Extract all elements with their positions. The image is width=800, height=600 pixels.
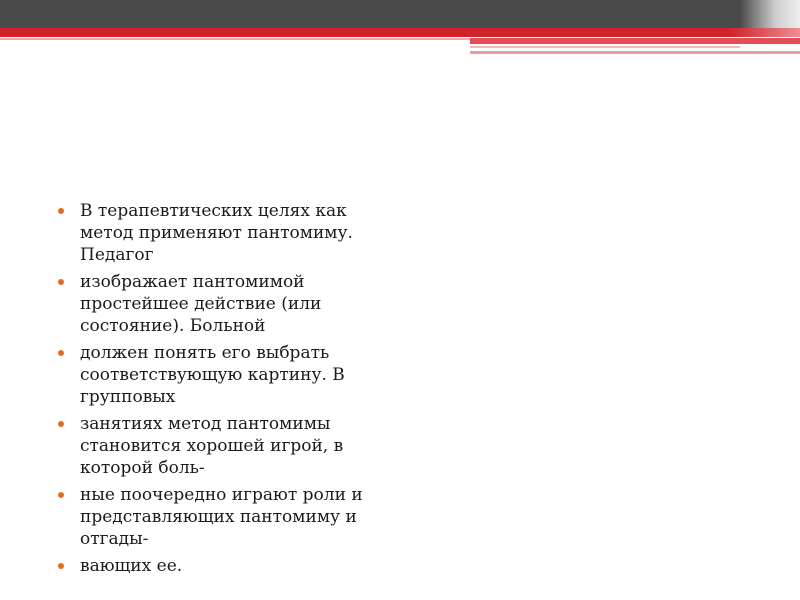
bullet-dot-icon bbox=[58, 208, 64, 214]
header-dark-bar bbox=[0, 0, 800, 28]
header-red-band bbox=[0, 28, 800, 37]
bullet-line: групповых bbox=[80, 387, 176, 407]
bullet-dot-icon bbox=[58, 279, 64, 285]
slide-content bbox=[58, 200, 418, 582]
bullet-line: состояние). Больной bbox=[80, 316, 266, 336]
bullet-line: В терапевтических целях как bbox=[80, 201, 347, 221]
bullet-line: изображает пантомимой bbox=[80, 272, 305, 292]
header-stripe bbox=[470, 38, 800, 44]
bullet-line: представляющих пантомиму и bbox=[80, 507, 357, 527]
header-dark-bar-fade bbox=[740, 0, 800, 28]
bullet-line: Педагог bbox=[80, 245, 154, 265]
bullet-dot-icon bbox=[58, 350, 64, 356]
bullet-line: становится хорошей игрой, в bbox=[80, 436, 344, 456]
bullet-dot-icon bbox=[58, 421, 64, 427]
header-red-band-fade bbox=[730, 28, 800, 37]
bullet-list bbox=[58, 200, 418, 577]
bullet-line: соответствующую картину. В bbox=[80, 365, 345, 385]
bullet-item bbox=[58, 271, 418, 337]
header-stripe bbox=[470, 46, 740, 48]
bullet-item bbox=[58, 342, 418, 408]
bullet-line: которой боль- bbox=[80, 458, 205, 478]
bullet-line: ные поочередно играют роли и bbox=[80, 485, 363, 505]
bullet-line: метод применяют пантомиму. bbox=[80, 223, 353, 243]
bullet-item bbox=[58, 200, 418, 266]
bullet-item bbox=[58, 413, 418, 479]
bullet-line: должен понять его выбрать bbox=[80, 343, 330, 363]
bullet-line: вающих ее. bbox=[80, 556, 183, 576]
bullet-item bbox=[58, 484, 418, 550]
bullet-item bbox=[58, 555, 418, 577]
bullet-line: занятиях метод пантомимы bbox=[80, 414, 331, 434]
bullet-dot-icon bbox=[58, 563, 64, 569]
header-stripe bbox=[470, 51, 800, 54]
bullet-dot-icon bbox=[58, 492, 64, 498]
bullet-line: отгады- bbox=[80, 529, 149, 549]
header-stripe bbox=[0, 38, 470, 40]
bullet-line: простейшее действие (или bbox=[80, 294, 322, 314]
